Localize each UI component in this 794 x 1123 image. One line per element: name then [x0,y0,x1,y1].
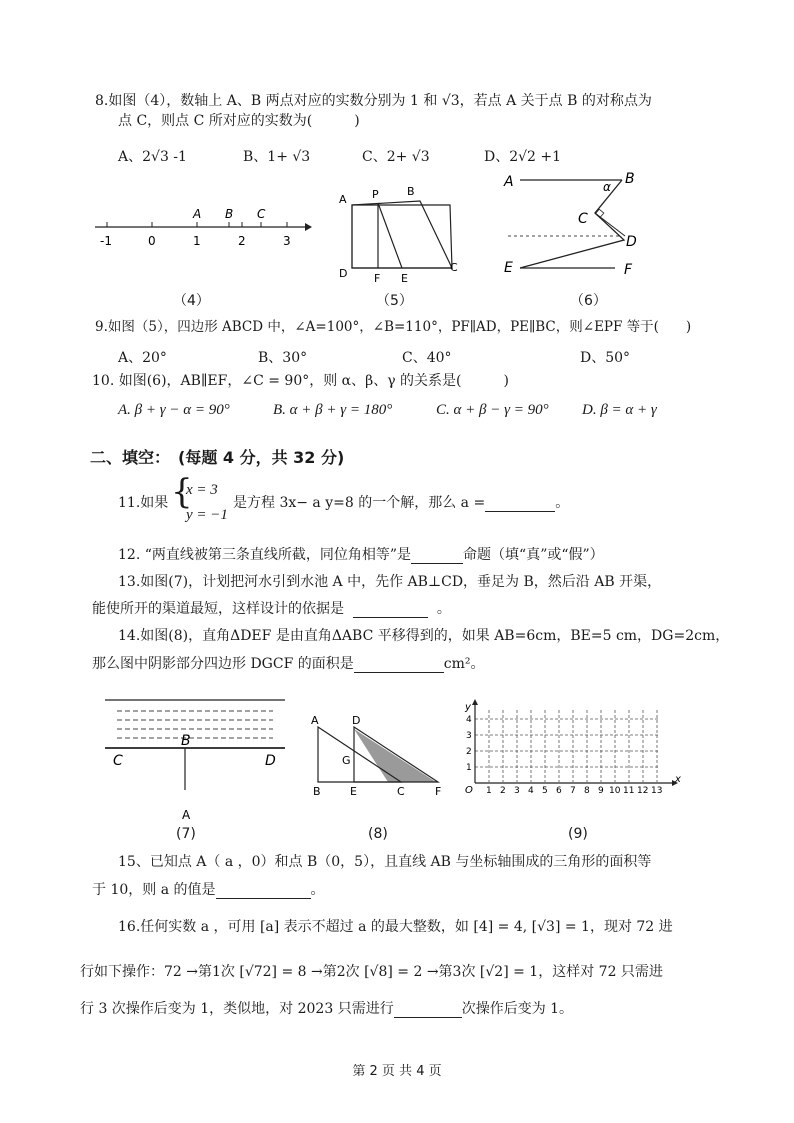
x-tick-label: 8 [584,786,590,796]
y-tick-label: 1 [466,763,472,773]
figure-9-grid [462,702,682,797]
q13-line1: 13.如图(7)，计划把河水引到水池 A 中，先作 AB⊥CD，垂足为 B，然后沿 AB 开渠， [118,574,662,590]
q10-option-d [582,400,657,419]
vertex-label: E [504,260,513,276]
tick-label: -1 [100,234,112,248]
q11-suffix [233,494,569,512]
vertex-label: P [372,188,379,201]
x-tick-label: 13 [651,786,663,796]
q15-end: 。 [310,882,325,898]
q12-suffix: 命题（填“真”或“假”） [463,547,604,563]
q14-answer-blank[interactable] [354,657,444,673]
q16-line1: 16.任何实数 a ，可用 [a] 表示不超过 a 的最大整数，如 [4] = 4, [√3] = 1，现对 72 进 [118,919,673,935]
vertex-label: C [578,211,588,227]
q13-answer-blank[interactable] [353,602,428,618]
q14-unit: cm²。 [443,656,485,672]
vertex-label: F [435,785,442,798]
x-tick-label: 4 [528,786,534,796]
point-label: B [181,733,191,749]
y-tick-label: 4 [466,715,472,725]
q9-option-b: B、30° [258,350,308,366]
point-label: C [257,207,266,221]
vertex-label: E [350,785,357,798]
vertex-label: D [339,267,348,280]
q9-option-c: C、40° [402,350,452,366]
vertex-label: F [374,272,381,285]
figure-8-caption: (8) [368,826,388,842]
q15-answer-blank[interactable] [216,883,311,899]
x-tick-label: 1 [486,786,492,796]
q16-answer-blank[interactable] [394,1002,462,1018]
q13-line2-text: 能使所开的渠道最短，这样设计的依据是 [92,601,344,617]
vertex-label: D [352,714,361,727]
figure-4-caption: （4） [173,293,210,309]
y-axis-label: y [465,702,471,713]
x-tick-label: 11 [623,786,635,796]
x-tick-label: 12 [637,786,649,796]
figure-5-quadrilateral [335,185,465,285]
q10-option-b [273,400,392,419]
y-tick-label: 3 [466,731,472,741]
q14-line2 [92,655,484,673]
angle-label: α [603,180,611,194]
x-tick-label: 5 [542,786,548,796]
vertex-label: B [625,171,635,187]
figure-7-river [105,695,290,825]
vertex-label: E [401,272,408,285]
q8-option-a: A、2√3 -1 [118,149,187,165]
y-tick-label: 2 [466,747,472,757]
q16-line3-text: 行 3 次操作后变为 1，类似地，对 2023 只需进行 [80,1001,394,1017]
section-2-title: 二、填空： (每题 4 分，共 32 分) [90,448,345,467]
figure-6-parallel-lines [500,168,650,283]
x-tick-label: 3 [514,786,520,796]
vertex-label: F [624,262,633,278]
q10-option-d-text: D. β = α + γ [582,402,657,418]
point-label: C [113,753,123,769]
vertex-label: C [450,261,458,274]
q9-option-a: A、20° [118,350,167,366]
tick-label: 1 [193,234,201,248]
q11-end: 。 [555,495,570,511]
vertex-label: B [313,785,321,798]
q11-brace: { [171,472,193,512]
q16-line3-end: 次操作后变为 1。 [461,1001,574,1017]
vertex-label: A [339,193,347,206]
q10-text: 10. 如图(6)，AB∥EF，∠C = 90°，则 α、β、γ 的关系是( ) [92,373,509,389]
q16-line3 [80,1000,573,1018]
vertex-label: A [311,714,319,727]
x-tick-label: 2 [500,786,506,796]
q8-line1: 8.如图（4），数轴上 A、B 两点对应的实数分别为 1 和 √3，若点 A 关于点 B 的对称点为 [95,93,652,109]
q9-text: 9.如图（5），四边形 ABCD 中，∠A=100°，∠B=110°，PF∥AD，PE∥BC，则∠EPF 等于( ) [95,319,692,335]
q15-line1: 15、已知点 A（ a ，0）和点 B（0，5），且直线 AB 与坐标轴围成的三角形的面积等 [118,854,652,870]
x-tick-label: 7 [570,786,576,796]
figure-6-caption: （6） [570,293,607,309]
q8-option-c: C、2+ √3 [362,149,430,165]
q10-option-c-text: C. α + β − γ = 90° [436,402,549,418]
q10-option-a [118,400,230,419]
figure-4-number-line [95,200,310,250]
q12-text: 12. “两直线被第三条直线所截，同位角相等”是 [118,547,412,563]
vertex-label: D [626,234,637,250]
x-axis-label: x [675,774,681,785]
q15-line2 [92,881,325,899]
q16-line2: 行如下操作：72 →第1次 [√72] = 8 →第2次 [√8] = 2 →第3次 [√2] = 1，这样对 72 只需进 [80,964,663,980]
q14-line1: 14.如图(8)，直角ΔDEF 是由直角ΔABC 平移得到的，如果 AB=6cm，BE=5 cm，DG=2cm， [118,628,730,644]
vertex-label: C [397,785,405,798]
q11-prefix: 11.如果 [118,495,169,511]
q10-option-c [436,400,549,419]
point-label: B [225,207,234,221]
origin-label: O [465,785,473,796]
x-tick-label: 6 [556,786,562,796]
q11-answer-blank[interactable] [485,496,555,512]
tick-label: 0 [148,234,156,248]
q12-answer-blank[interactable] [411,548,463,564]
point-label: A [182,808,191,822]
q11-suffix-text: 是方程 3x− a y=8 的一个解，那么 a = [233,495,486,511]
x-tick-label: 9 [598,786,604,796]
page-footer: 第 2 页 共 4 页 [352,1064,442,1079]
x-tick-label: 10 [609,786,621,796]
vertex-label: B [407,185,415,198]
q8-line2: 点 C，则点 C 所对应的实数为( ) [118,113,360,129]
q11-eq2: y = −1 [186,507,228,523]
tick-label: 3 [283,234,291,248]
figure-5-caption: （5） [376,293,413,309]
vertex-label: G [342,754,351,767]
vertex-label: A [504,174,514,190]
figure-8-triangles [308,712,448,797]
q12-line [118,546,604,564]
q14-line2-text: 那么图中阴影部分四边形 DGCF 的面积是 [92,656,354,672]
q10-option-a-text: A. β + γ − α = 90° [118,402,230,418]
figure-7-caption: (7) [176,826,196,842]
q13-end: 。 [436,601,451,617]
point-label: D [265,753,276,769]
q11-eq1: x = 3 [186,482,218,498]
q10-option-b-text: B. α + β + γ = 180° [273,402,393,418]
q8-option-d: D、2√2 +1 [484,149,562,165]
figure-9-caption: (9) [568,826,588,842]
q8-option-b: B、1+ √3 [243,149,311,165]
tick-label: 2 [238,234,246,248]
point-label: A [193,207,202,221]
q13-line2 [92,600,451,618]
q15-line2-text: 于 10，则 a 的值是 [92,882,216,898]
q9-option-d: D、50° [580,350,631,366]
